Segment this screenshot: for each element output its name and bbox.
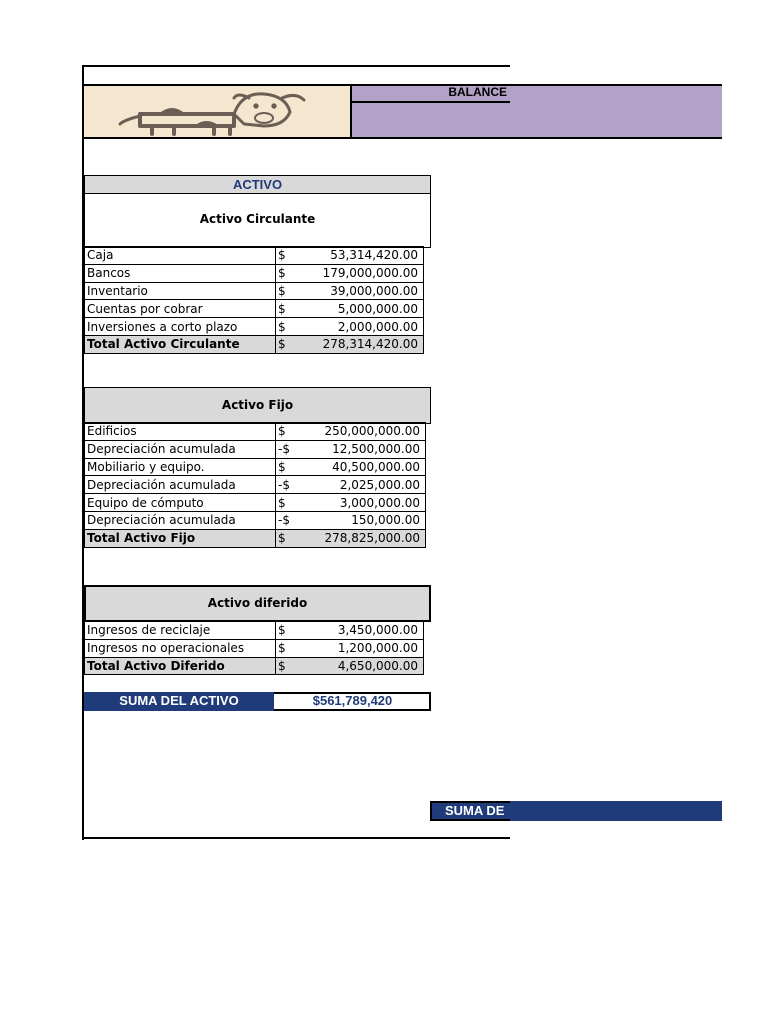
row-value: 3,000,000.00	[292, 494, 426, 512]
table-row	[85, 282, 424, 300]
frame-top-border	[82, 65, 510, 67]
table-row	[85, 247, 424, 265]
suma-activo-value: $561,789,420	[312, 693, 393, 708]
row-currency: $	[276, 458, 292, 476]
suma-activo-label: SUMA DEL ACTIVO	[84, 692, 274, 711]
title-divider	[352, 101, 510, 103]
cow-logo-icon	[114, 90, 324, 138]
logo-box	[84, 84, 352, 139]
table-row	[85, 440, 426, 458]
table-row	[85, 423, 426, 441]
activo-circulante-title: Activo Circulante	[84, 194, 431, 248]
row-currency: $	[276, 247, 291, 265]
row-currency: $	[276, 264, 291, 282]
row-label: Caja	[85, 247, 276, 265]
table-row	[85, 300, 424, 318]
activo-fijo-table	[84, 422, 426, 548]
row-currency: $	[276, 494, 292, 512]
suma-pasivo-label: SUMA DE	[430, 801, 510, 821]
row-value: 5,000,000.00	[290, 300, 424, 318]
row-value: 3,450,000.00	[290, 622, 424, 640]
total-row	[85, 529, 426, 547]
row-label: Cuentas por cobrar	[85, 300, 276, 318]
row-label: Mobiliario y equipo.	[85, 458, 276, 476]
total-currency: $	[276, 529, 292, 547]
balance-title: BALANCE	[448, 85, 507, 99]
row-label: Depreciación acumulada	[85, 511, 276, 529]
row-label: Depreciación acumulada	[85, 440, 276, 458]
table-row	[85, 476, 426, 494]
activo-diferido-title: Activo diferido	[84, 585, 431, 622]
row-label: Edificios	[85, 423, 276, 441]
row-value: 1,200,000.00	[290, 639, 424, 657]
total-label: Total Activo Diferido	[85, 657, 276, 675]
row-value: 12,500,000.00	[292, 440, 426, 458]
total-label: Total Activo Fijo	[85, 529, 276, 547]
total-label: Total Activo Circulante	[85, 335, 276, 353]
table-row	[85, 511, 426, 529]
frame-bottom-border	[82, 837, 510, 839]
row-label: Inversiones a corto plazo	[85, 318, 276, 336]
row-currency: $	[276, 639, 291, 657]
total-currency: $	[276, 335, 291, 353]
row-value: 40,500,000.00	[292, 458, 426, 476]
total-row	[85, 657, 424, 675]
row-value: 150,000.00	[292, 511, 426, 529]
activo-circulante-table	[84, 246, 424, 354]
row-currency: $	[276, 318, 291, 336]
row-value: 2,025,000.00	[292, 476, 426, 494]
row-value: 250,000,000.00	[292, 423, 426, 441]
row-currency: -$	[276, 440, 292, 458]
total-value: 278,314,420.00	[290, 335, 424, 353]
row-label: Ingresos no operacionales	[85, 639, 276, 657]
table-row	[85, 318, 424, 336]
row-label: Equipo de cómputo	[85, 494, 276, 512]
table-row	[85, 494, 426, 512]
activo-heading: ACTIVO	[84, 175, 431, 194]
total-value: 278,825,000.00	[292, 529, 426, 547]
row-currency: -$	[276, 476, 292, 494]
row-label: Inventario	[85, 282, 276, 300]
row-value: 39,000,000.00	[290, 282, 424, 300]
total-row	[85, 335, 424, 353]
table-row	[85, 639, 424, 657]
row-label: Bancos	[85, 264, 276, 282]
row-value: 2,000,000.00	[290, 318, 424, 336]
table-row	[85, 622, 424, 640]
row-currency: $	[276, 282, 291, 300]
activo-diferido-table	[84, 621, 424, 675]
row-currency: $	[276, 423, 292, 441]
total-value: 4,650,000.00	[290, 657, 424, 675]
row-label: Ingresos de reciclaje	[85, 622, 276, 640]
table-row	[85, 264, 424, 282]
row-currency: $	[276, 622, 291, 640]
total-currency: $	[276, 657, 291, 675]
row-currency: $	[276, 300, 291, 318]
row-value: 179,000,000.00	[290, 264, 424, 282]
row-value: 53,314,420.00	[290, 247, 424, 265]
row-currency: -$	[276, 511, 292, 529]
row-label: Depreciación acumulada	[85, 476, 276, 494]
table-row	[85, 458, 426, 476]
page-cut-area	[510, 65, 722, 84]
activo-fijo-title: Activo Fijo	[84, 387, 431, 424]
